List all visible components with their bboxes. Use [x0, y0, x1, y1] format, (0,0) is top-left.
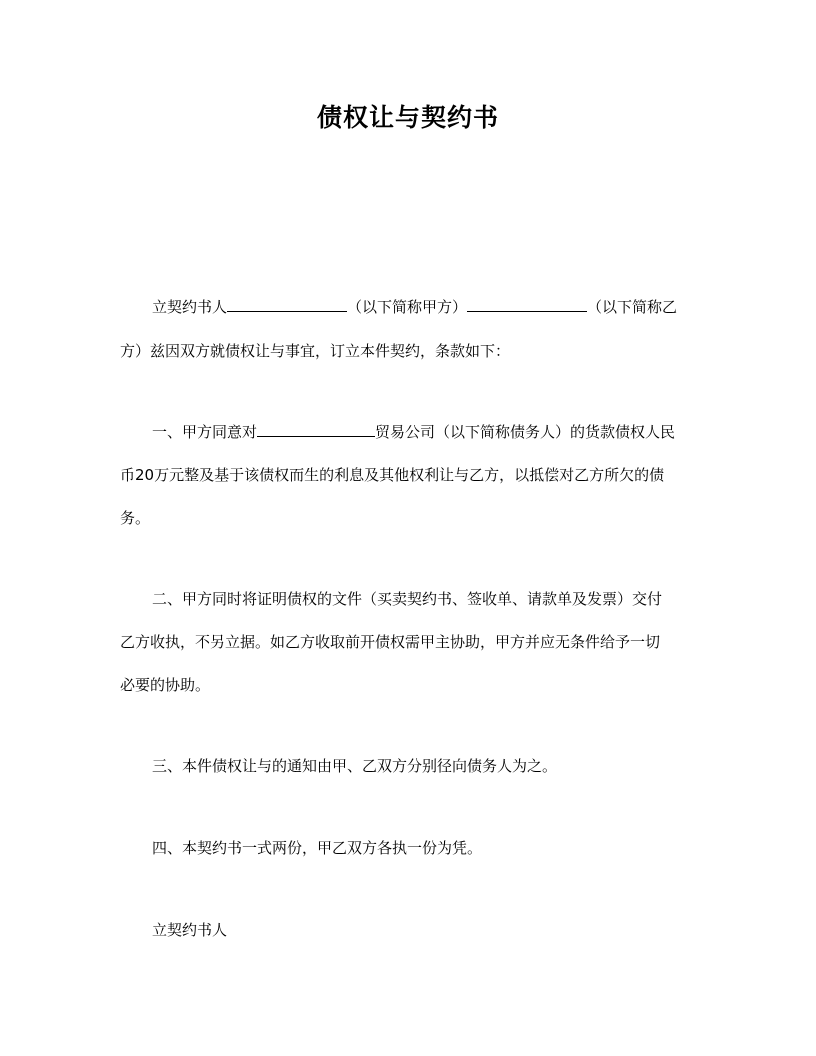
clause-1-continuation: 贸易公司（以下简称债务人）的货款债权人民: [375, 423, 676, 441]
clause-1-line-3: 务。: [120, 509, 151, 527]
preamble-party-label: 立契约书人: [152, 298, 228, 316]
signature-label: 立契约书人: [152, 921, 228, 939]
clause-1-line-1: [120, 422, 675, 442]
preamble-party-b-note: （以下简称乙: [587, 298, 678, 316]
preamble-line-2: 方）兹因双方就债权让与事宜，订立本件契约，条款如下：: [120, 342, 511, 360]
clause-1-line-2: 币20万元整及基于该债权而生的利息及其他权利让与乙方，以抵偿对乙方所欠的债: [120, 466, 665, 484]
clause-2-line-1: 二、甲方同时将证明债权的文件（买卖契约书、签收单、请款单及发票）交付: [152, 590, 663, 608]
preamble-line-1: [120, 297, 677, 317]
party-b-blank[interactable]: [467, 297, 587, 312]
document-title: 债权让与契约书: [316, 103, 499, 132]
preamble-party-a-note: （以下简称甲方）: [347, 298, 468, 316]
company-name-blank[interactable]: [257, 422, 375, 437]
clause-1-intro: 一、甲方同意对: [152, 423, 258, 441]
party-a-blank[interactable]: [227, 297, 347, 312]
clause-3-line-1: 三、本件债权让与的通知由甲、乙双方分别径向债务人为之。: [152, 757, 558, 775]
clause-4-line-1: 四、本契约书一式两份，甲乙双方各执一份为凭。: [152, 839, 483, 857]
clause-2-line-2: 乙方收执，不另立据。如乙方收取前开债权需甲主协助，甲方并应无条件给予一切: [120, 633, 661, 651]
clause-2-line-3: 必要的协助。: [120, 676, 211, 694]
